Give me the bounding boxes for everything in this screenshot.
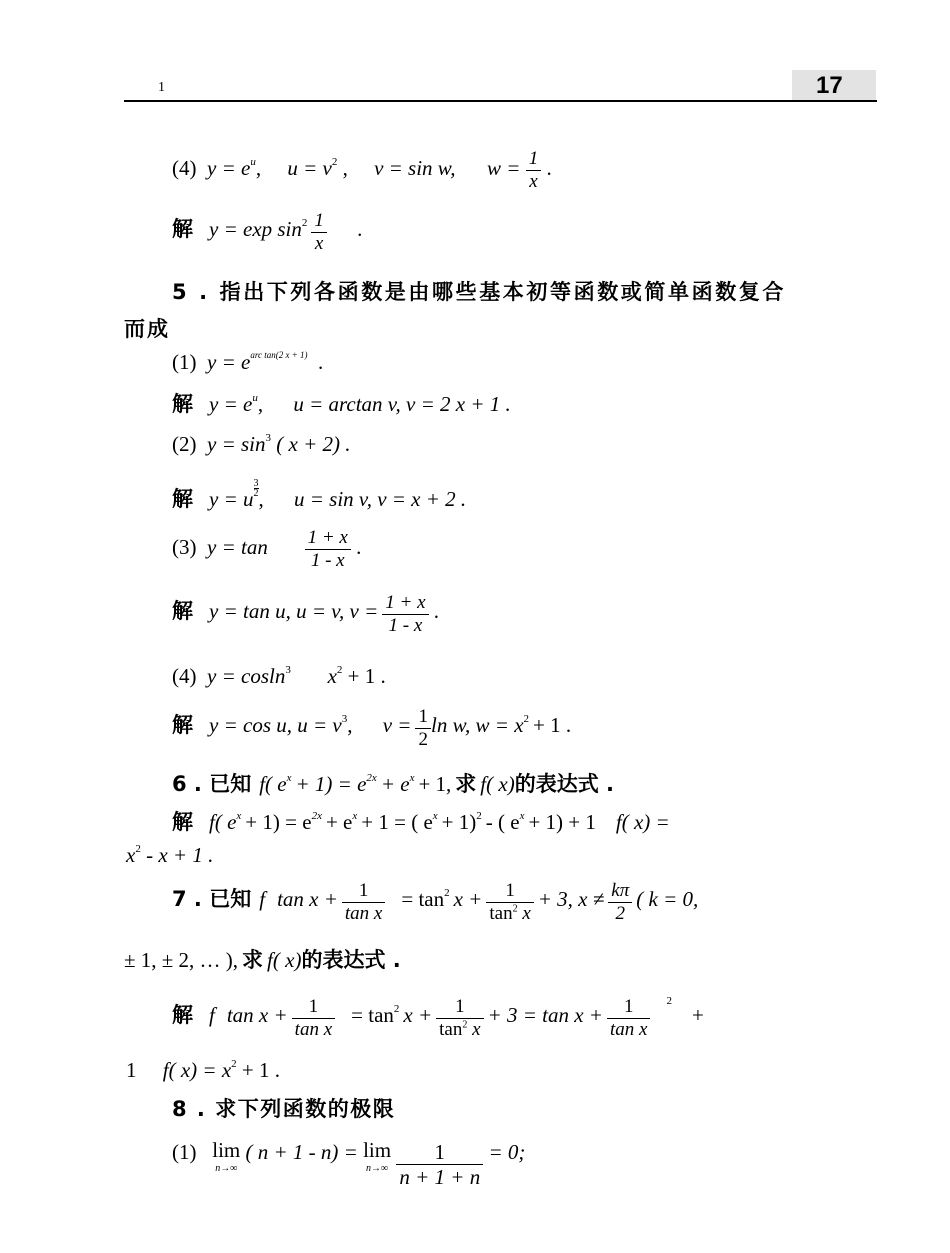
page-number: 17 <box>816 72 843 99</box>
solution-4-line: 解 $y = \exp \sin^2$ $\frac{1}{x}$ . <box>172 210 363 254</box>
s5-3-line: 解 y = tan u, u = v, v = $\frac{1 + x}{1 - x}$ . <box>172 592 440 636</box>
s5-1-line: 解 $y = e^u$, u = arctan v, v = 2 x + 1 . <box>172 392 511 416</box>
s5-2-line: 解 y = u $\frac{3}{2}$ , u = sin v, v = x + 2 . <box>172 478 467 511</box>
q7-line: 7 . 已知 f tan x + $\frac{1}{\text{tan x}}$ = $\tan^2 x$ + $\frac{1}{\tan^2 x}$ + 3, x ≠ $\frac{k\pi}{2}$ ( k = 0, <box>172 880 699 924</box>
q5-3-line: (3) y = tan $\frac{1 + x}{1 - x}$ . <box>172 527 362 571</box>
s5-4-line: 解 y = cos u, $u = v^3$, v = $\frac{1}{2}$ ln w, $w = x^2 + 1$ . <box>172 706 572 750</box>
question-8-text: 8 . 求下列函数的极限 <box>172 1097 396 1121</box>
header-rule <box>124 100 877 102</box>
s6-line: 解 f( $e^x + 1) = e^{2x} + e^x + 1$ = ( $e^x + 1)^2$ - ( $e^x + 1) + 1$ f( x) = <box>172 810 670 834</box>
chapter-number: 1 <box>158 80 165 95</box>
q6-line: 6 . 已知 f( $e^x + 1) = e^{2x} + e^x + 1$, 求 f( x)的表达式 . <box>172 772 614 796</box>
q5-4-line: (4) y = cosln$^3$ $x^2 + 1$ . <box>172 664 386 688</box>
q5-2-line: (2) $y = \sin^3$ ( x + 2) . <box>172 432 351 456</box>
q8-1-line: (1) lim n→∞ ( n + 1 - n) = lim n→∞ $\frac{1}{n + 1 + n}$ = 0; <box>172 1138 526 1190</box>
s7-cont-line: 1 f( $x) = x^2 + 1$ . <box>126 1058 280 1082</box>
q5-1-line: (1) $y = e^{arc tan(2 x + 1)}$ . <box>172 350 324 374</box>
s6-cont-line: $x^2 - x + 1$ . <box>126 843 214 867</box>
question-5-text: 5 . 指出下列各函数是由哪些基本初等函数或简单函数复合 <box>172 280 787 304</box>
question-5-text-cont: 而成 <box>124 317 170 341</box>
s7-line: 解 f tan x + $\frac{1}{\text{tan x}}$ = $\tan^2 x$ + $\frac{1}{\tan^2 x}$ + 3 = tan x + $\frac{1}{\text{tan x}}$ $^2$ + <box>172 995 704 1040</box>
problem-4-line: (4) $y = e^u$, $u = v^2$ , v = sin w, w = $\frac{1}{x}$ . <box>172 148 552 192</box>
page-number-box <box>792 70 876 101</box>
q7-cont-line: ± 1, ± 2, … ), 求 f( x)的表达式 . <box>124 948 401 972</box>
